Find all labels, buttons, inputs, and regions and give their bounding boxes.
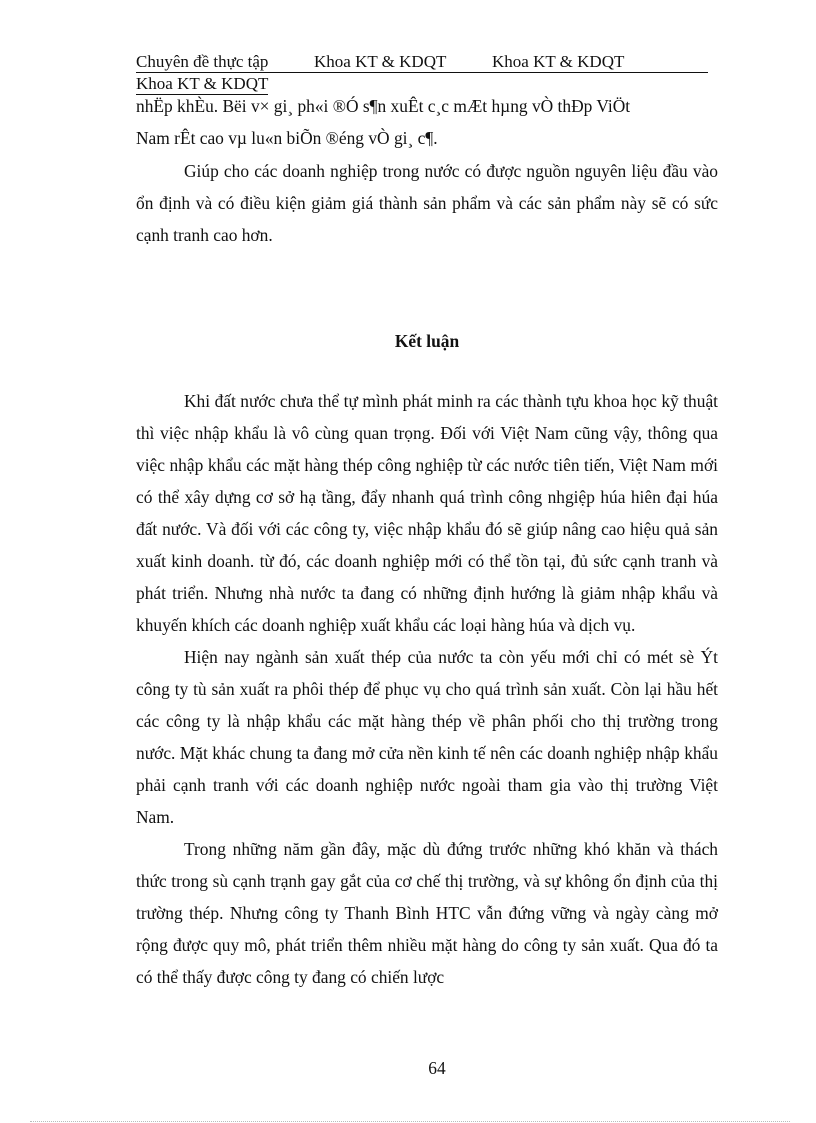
intro-paragraph: Giúp cho các doanh nghiệp trong nước có được nguồn nguyên liệu đầu vào ổn định và có điều kiện giảm giá thành sản phẩm và các sản phẩm này sẽ có sức cạnh tranh cao hơn.: [136, 161, 718, 245]
bottom-dotted-rule: [30, 1121, 790, 1122]
conclusion-paragraph-3: Trong những năm gần đây, mặc dù đứng trước những khó khăn và thách thức trong sù cạnh trạnh gay gắt của cơ chế thị trường, và sự không ổn định của thị trường thép. Nhưng công ty Thanh Bình HTC vẫn đứng vững và ngày càng mở rộng được quy mô, phát triển thêm nhiều mặt hàng do công ty sản xuất. Qua đó ta có thể thấy được công ty đang có chiến lược: [136, 839, 718, 987]
header-line-1: [136, 51, 708, 73]
header-title: Chuyên đề thực tập: [136, 52, 269, 71]
running-header: [136, 51, 708, 95]
conclusion-paragraph-2: Hiện nay ngành sản xuất thép của nước ta còn yếu mới chỉ có mét sè Ýt công ty tù sản xuất ra phôi thép để phục vụ cho quá trình sản xuất. Còn lại hầu hết các công ty là nhập khẩu các mặt hàng thép về phân phối cho thị trường trong nước. Mặt khác chung ta đang mở cửa nền kinh tế nên các doanh nghiệp nhập khẩu phải cạnh tranh với các doanh nghiệp nước ngoài tham gia vào thị trường Việt Nam.: [136, 647, 718, 827]
garbled-line-1: nhËp khÈu. Bëi v× gi¸ ph«i ®Ó s¶n xuÊt c¸c mÆt hµng vÒ thÐp ViÖt: [136, 96, 631, 116]
conclusion-paragraph-1: Khi đất nước chưa thể tự mình phát minh ra các thành tựu khoa học kỹ thuật thì việc nhập khẩu là vô cùng quan trọng. Đối với Việt Nam cũng vậy, thông qua việc nhập khẩu các mặt hàng thép công nghiệp từ các nước tiên tiến, Việt Nam mới có thể xây dựng cơ sở hạ tầng, đẩy nhanh quá trình công nhgiệp húa hiên đại húa đất nước. Và đối với các công ty, việc nhập khẩu đó sẽ giúp nâng cao hiệu quả sản xuất kinh doanh. từ đó, các doanh nghiệp mới có thể tồn tại, đủ sức cạnh tranh và phát triển. Nhưng nhà nước ta đang có những định hướng là giảm nhập khẩu và khuyến khích các doanh nghiệp xuất khẩu các loại hàng húa và dịch vụ.: [136, 391, 718, 635]
header-faculty-1: Khoa KT & KDQT: [314, 52, 447, 71]
section-heading: Kết luận: [394, 331, 460, 351]
header-faculty-2: Khoa KT & KDQT: [492, 52, 625, 71]
header-faculty-3: Khoa KT & KDQT: [136, 74, 269, 93]
garbled-line-2: Nam rÊt cao vµ lu«n biÕn ®éng vÒ gi¸ c¶.: [136, 128, 438, 148]
page-number: 64: [428, 1058, 446, 1078]
garbled-text-block: [136, 90, 718, 154]
conclusion-block: [136, 385, 718, 993]
intro-paragraph-block: [136, 155, 718, 251]
